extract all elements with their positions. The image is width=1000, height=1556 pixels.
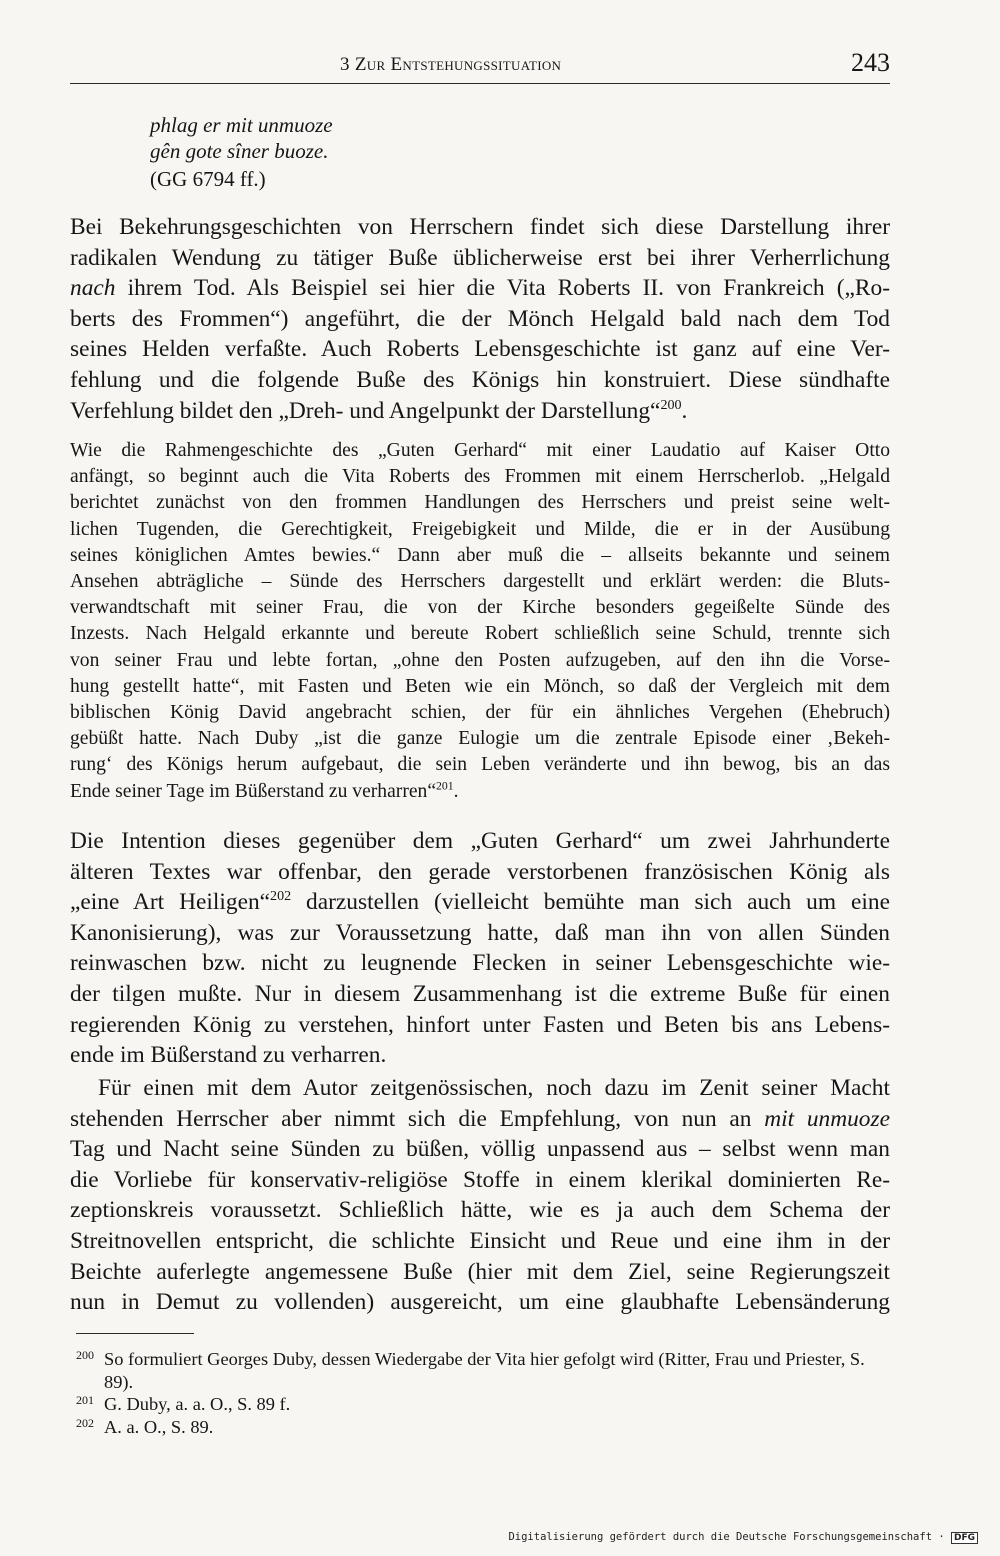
text-line: verwandtschaft mit seiner Frau, die von der Kirche besonders gegeißelte Sünde des	[70, 597, 890, 619]
verse-quote	[150, 112, 333, 192]
footnote-rule	[76, 1333, 194, 1334]
text-line: Wie die Rahmengeschichte des „Guten Gerhard“ mit einer Laudatio auf Kaiser Otto	[70, 440, 890, 461]
text-line: anfängt, so beginnt auch die Vita Roberts des Frommen mit einem Herrscherlob. „Helgald	[70, 466, 890, 488]
footnote	[76, 1393, 890, 1416]
footnote-number: 202	[76, 1415, 94, 1430]
paragraph-2	[70, 438, 890, 805]
header-rule	[70, 83, 890, 84]
text-line	[70, 1104, 890, 1135]
running-title	[340, 54, 561, 76]
text-segment: .	[453, 780, 459, 802]
text-line	[70, 779, 890, 805]
verse-line: gên gote sîner buoze.	[150, 139, 329, 163]
text-line: Streitnovellen entspricht, die schlichte Einsicht und Reue und eine ihm in der	[70, 1227, 890, 1254]
text-line: Inzests. Nach Helgald erkannte und bereute Robert schließlich seine Schuld, trennte sich	[70, 623, 890, 645]
footnote-number: 200	[76, 1348, 94, 1362]
emphasis: mit unmuoze	[764, 1105, 890, 1132]
text-line: berichtet zunächst von den frommen Handlungen des Herrschers und preist seine welt-	[70, 492, 890, 514]
text-line	[70, 273, 890, 304]
text-segment: „eine Art Heiligen“	[70, 889, 271, 916]
paragraph-3	[70, 826, 890, 1071]
footnote-text: A. a. O., S. 89.	[104, 1416, 214, 1437]
text-line: Die Intention dieses gegenüber dem „Guten Gerhard“ um zwei Jahrhunderte	[70, 828, 890, 854]
text-segment: .	[681, 397, 688, 424]
text-line: von seiner Frau und lebte fortan, „ohne den Posten aufzugeben, auf den ihn die Vorse-	[70, 649, 890, 671]
text-line: fehlung und die folgende Buße des Königs hin konstruiert. Diese sündhafte	[70, 366, 890, 393]
text-line	[70, 887, 890, 918]
footnote-ref[interactable]: 200	[660, 396, 682, 413]
footnote	[76, 1348, 890, 1393]
footnotes	[76, 1348, 890, 1438]
page-number: 243	[851, 48, 890, 77]
digitization-credit	[508, 1531, 978, 1544]
text-line: Beichte auferlegte angemessene Buße (hier mit dem Ziel, seine Regierungszeit	[70, 1258, 890, 1285]
verse-reference: (GG 6794 ff.)	[150, 167, 266, 191]
text-line: berts des Frommen“) angeführt, die der Mönch Helgald bald nach dem Tod	[70, 305, 890, 332]
running-title-text: Zur Entstehungssituation	[354, 54, 562, 75]
page-header	[70, 48, 890, 84]
paragraph-4	[70, 1073, 890, 1318]
text-line: rung‘ des Königs herum aufgebaut, die sein Leben veränderte und ihn bewog, bis an das	[70, 754, 890, 776]
text-line: reinwaschen bzw. nicht zu leugnende Flecken in seiner Lebensgeschichte wie-	[70, 950, 890, 977]
text-line: Ansehen abträgliche – Sünde des Herrschers dargestellt und erklärt werden: die Bluts-	[70, 571, 890, 593]
text-line: lichen Tugenden, die Gerechtigkeit, Freigebigkeit und Milde, die er in der Ausübung	[70, 518, 890, 540]
text-line: radikalen Wendung zu tätiger Buße üblicherweise erst bei ihrer Verherrlichung	[70, 244, 890, 271]
text-segment: Ende seiner Tage im Büßerstand zu verharren“	[70, 780, 437, 802]
text-line: zeptionskreis voraussetzt. Schließlich hätte, wie es ja auch dem Schema der	[70, 1197, 890, 1224]
text-line: die Vorliebe für konservativ-religiöse Stoffe in einem klerikal dominierten Re-	[70, 1166, 890, 1193]
text-line: regierenden König zu verstehen, hinfort unter Fasten und Beten bis ans Lebens-	[70, 1011, 890, 1038]
text-line: Bei Bekehrungsgeschichten von Herrschern findet sich diese Darstellung ihrer	[70, 214, 890, 240]
text-line: ende im Büßerstand zu verharren.	[70, 1042, 387, 1069]
text-line: nun in Demut zu vollenden) ausgereicht, um eine glaubhafte Lebensänderung	[70, 1289, 890, 1316]
text-line	[70, 396, 890, 427]
text-line: gebüßt hatte. Nach Duby „ist die ganze Eulogie um die zentrale Episode einer ‚Bekeh-	[70, 728, 890, 750]
footnote	[76, 1416, 890, 1439]
footnote-ref[interactable]: 202	[270, 888, 292, 905]
credit-text: Digitalisierung gefördert durch die Deutsche Forschungsgemeinschaft ·	[508, 1531, 945, 1543]
text-line: hung gestellt hatte“, mit Fasten und Beten wie ein Mönch, so daß der Vergleich mit dem	[70, 675, 890, 697]
footnote-ref[interactable]: 201	[436, 779, 454, 793]
emphasis: nach	[70, 275, 116, 302]
footnote-number: 201	[76, 1393, 94, 1407]
text-line: Kanonisierung), was zur Voraussetzung hatte, daß man ihn von allen Sünden	[70, 919, 890, 946]
text-line: biblischen König David angebracht schien, der für ein ähnliches Vergehen (Ehebruch)	[70, 702, 890, 724]
text-line: älteren Textes war offenbar, den gerade verstorbenen französischen König als	[70, 858, 890, 885]
dfg-logo: DFG	[951, 1532, 978, 1544]
text-line: Für einen mit dem Autor zeitgenössischen, noch dazu im Zenit seiner Macht	[98, 1075, 890, 1101]
text-line: seines Helden verfaßte. Auch Roberts Lebensgeschichte ist ganz auf eine Ver-	[70, 336, 890, 363]
text-segment: Verfehlung bildet den „Dreh- und Angelpunkt der Darstellung“	[70, 397, 661, 424]
text-line: Tag und Nacht seine Sünden zu büßen, völlig unpassend aus – selbst wenn man	[70, 1136, 890, 1163]
text-line: der tilgen mußte. Nur in diesem Zusammenhang ist die extreme Buße für einen	[70, 980, 890, 1007]
chapter-number: 3	[340, 54, 350, 75]
text-segment: darzustellen (vielleicht bemühte man sich auch um eine	[291, 889, 890, 916]
text-line: seines königlichen Amtes bewies.“ Dann aber muß die – allseits bekannte und seinem	[70, 544, 890, 566]
text-segment: stehenden Herrscher aber nimmt sich die Empfehlung, von nun an	[70, 1105, 765, 1132]
verse-line: phlag er mit unmuoze	[150, 113, 333, 137]
paragraph-1	[70, 212, 890, 426]
text-line-rest: ihrem Tod. Als Beispiel sei hier die Vita Roberts II. von Frankreich („Ro-	[115, 275, 890, 302]
footnote-text: So formuliert Georges Duby, dessen Wiedergabe der Vita hier gefolgt wird (Ritter, Frau und Priester, S. 89).	[104, 1349, 865, 1392]
footnote-text: G. Duby, a. a. O., S. 89 f.	[104, 1394, 291, 1414]
